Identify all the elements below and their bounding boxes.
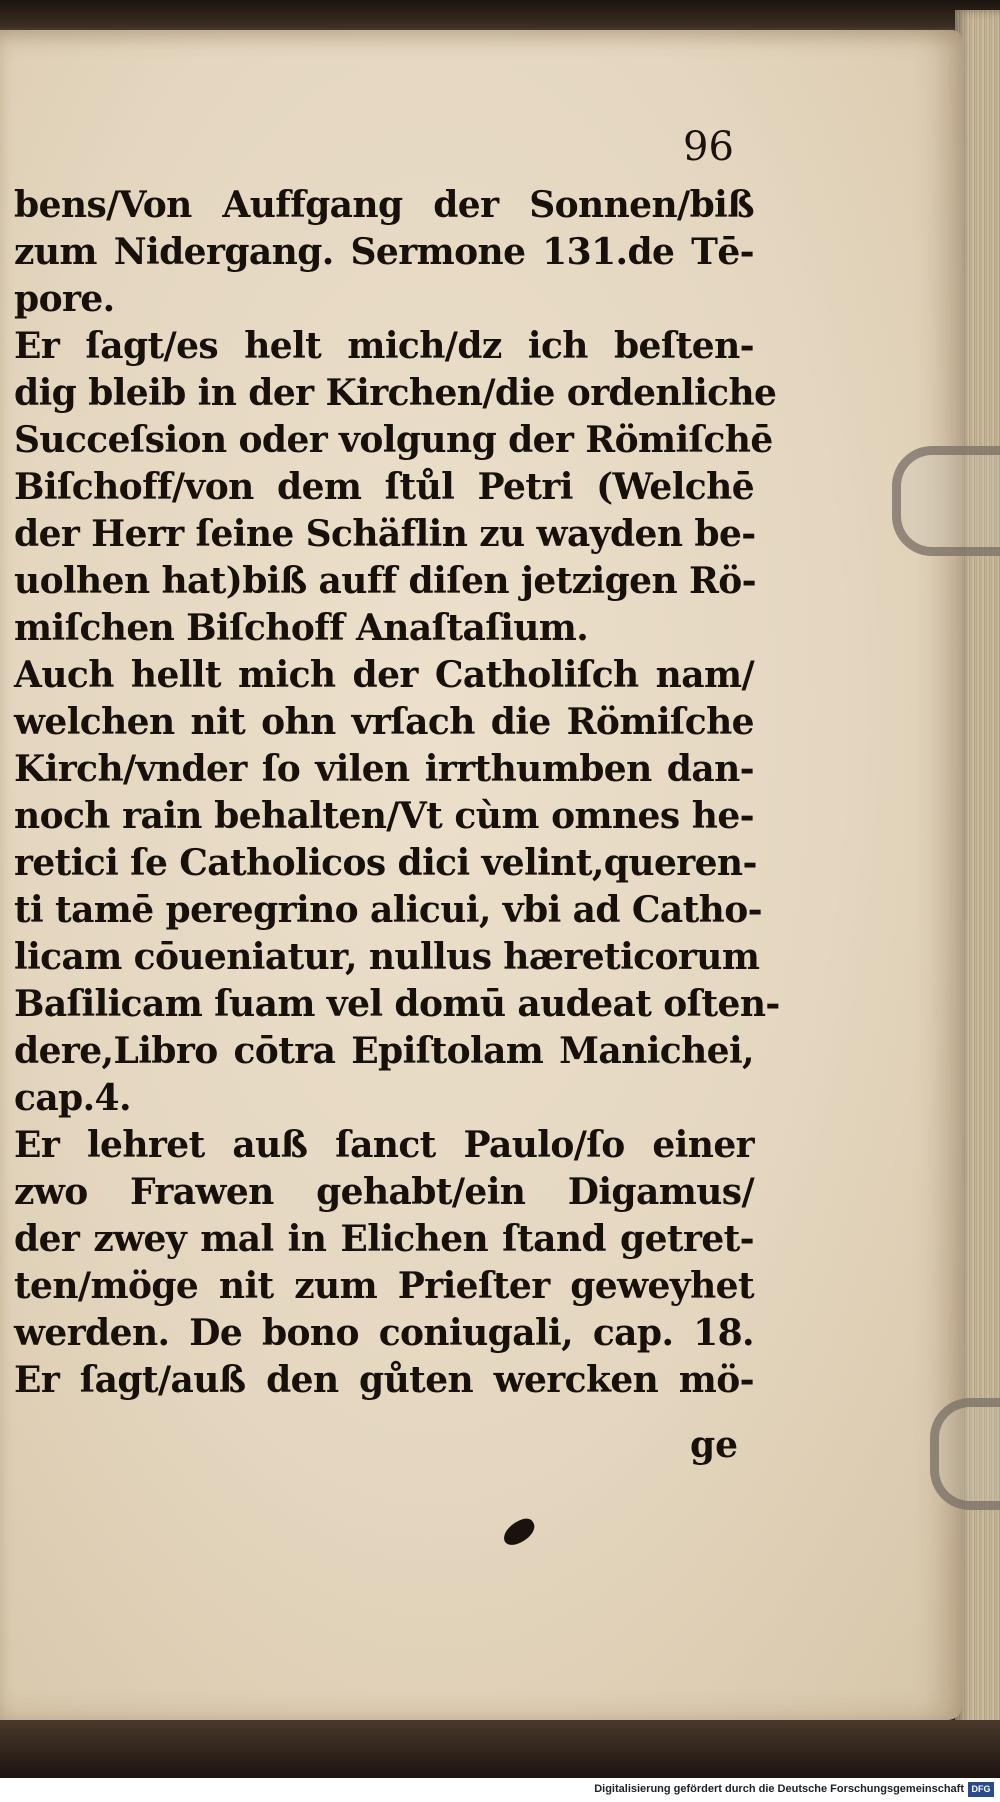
text-line: Succeſsion oder volgung der Römiſchē: [14, 419, 773, 461]
text-line: cap.4.: [14, 1077, 131, 1119]
text-line: ten/möge nit zum Prieſter geweyhet: [14, 1265, 754, 1307]
text-line: zwo Frawen gehabt/ein Digamus/: [14, 1171, 754, 1213]
text-line: welchen nit ohn vrſach die Römiſche: [14, 701, 754, 743]
text-line: uolhen hat)biß auff diſen jetzigen Rö-: [14, 560, 757, 602]
catchword: ge: [690, 1424, 739, 1466]
text-line: der Herr ſeine Schäflin zu wayden be-: [14, 513, 756, 555]
text-line: Kirch/vnder ſo vilen irrthumben dan-: [14, 748, 754, 790]
text-line: miſchen Biſchoff Anaſtaſium.: [14, 607, 589, 649]
text-line: Er ſagt/auß den gůten wercken mö-: [14, 1359, 754, 1401]
text-line: licam cōueniatur, nullus hæreticorum: [14, 936, 760, 978]
funding-credit: Digitalisierung gefördert durch die Deutsche Forschungsgemeinschaft: [594, 1783, 964, 1795]
page-clip-bottom: [930, 1398, 1000, 1510]
text-line: retici ſe Catholicos dici velint,queren-: [14, 842, 757, 884]
text-line: bens/Von Auffgang der Sonnen/biß: [14, 184, 754, 226]
text-line: dig bleib in der Kirchen/die ordenliche: [14, 372, 777, 414]
body-text: [14, 182, 780, 1404]
text-line: Baſilicam ſuam vel domū audeat oſten-: [14, 983, 780, 1025]
text-line: ti tamē peregrino alicui, vbi ad Catho-: [14, 889, 762, 931]
text-line: Biſchoff/von dem ſtůl Petri (Welchē: [14, 466, 754, 508]
page-number: 96: [683, 124, 734, 170]
book-bottom-edge: [0, 1720, 1000, 1778]
page-clip-top: [892, 446, 1000, 556]
text-line: Er ſagt/es helt mich/dz ich beſten-: [14, 325, 754, 367]
text-line: der zwey mal in Elichen ſtand getret-: [14, 1218, 754, 1260]
dfg-logo-icon: DFG: [968, 1782, 994, 1797]
text-line: Er lehret auß ſanct Paulo/ſo einer: [14, 1124, 754, 1166]
text-line: dere,Libro cōtra Epiſtolam Manichei,: [14, 1030, 754, 1072]
text-line: Auch hellt mich der Catholiſch nam/: [14, 654, 754, 696]
text-line: pore.: [14, 278, 115, 320]
text-line: zum Nidergang. Sermone 131.de Tē-: [14, 231, 754, 273]
text-line: werden. De bono coniugali, cap. 18.: [14, 1312, 754, 1354]
text-line: noch rain behalten/Vt cùm omnes he-: [14, 795, 754, 837]
digitization-footer: [0, 1778, 1000, 1802]
